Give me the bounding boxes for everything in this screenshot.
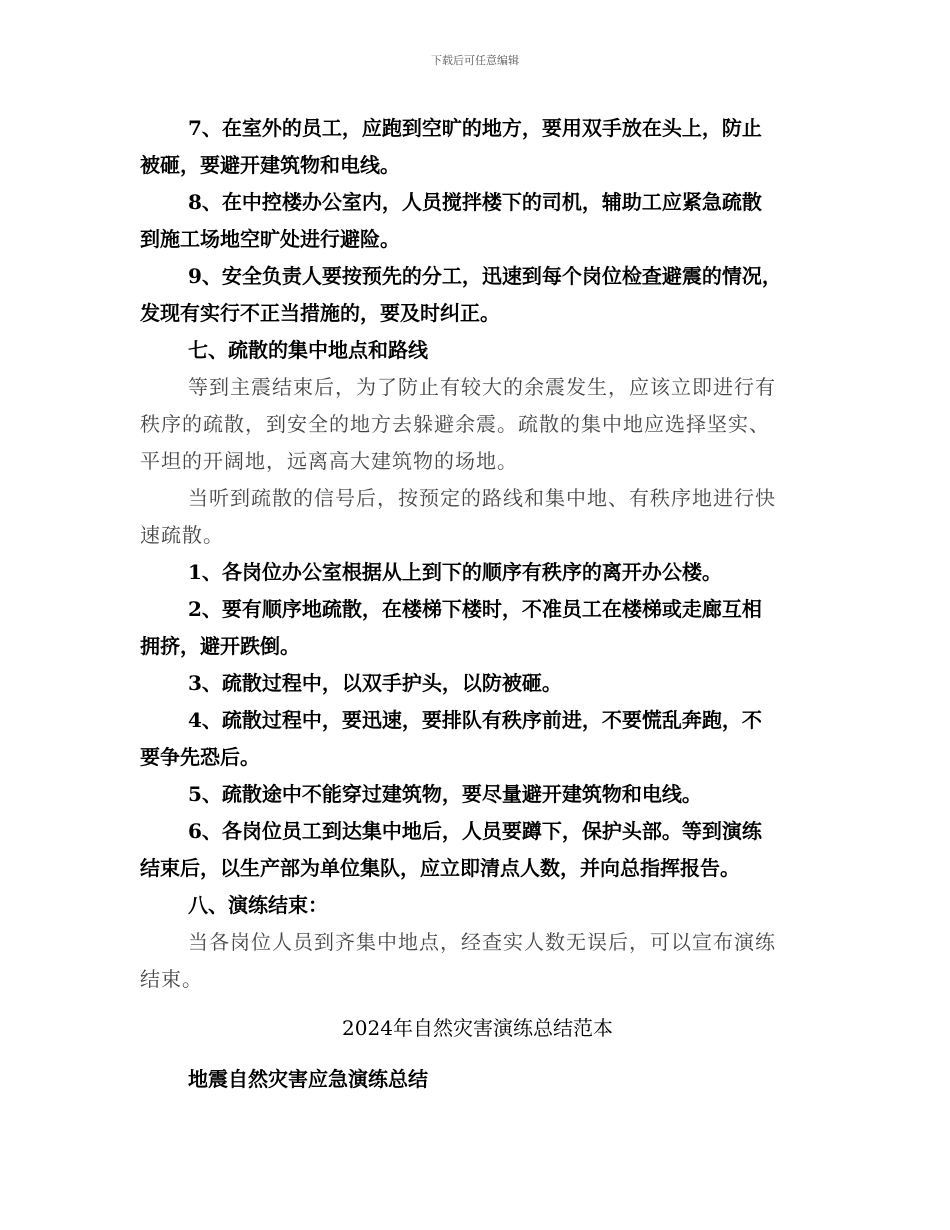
line: 要争先恐后。 [140,745,260,769]
line: 当各岗位人员到齐集中地点，经查实人数无误后，可以宣布演练 [188,930,776,954]
subtitle-text: 地震自然灾害应急演练总结 [188,1067,428,1091]
line: 9、安全负责人要按预先的分工，迅速到每个岗位检查避震的情况， [188,264,782,288]
line: 速疏散。 [140,523,224,547]
line: 秩序的疏散，到安全的地方去躲避余震。疏散的集中地应选择坚实、 [140,412,770,436]
heading-text: 七、疏散的集中地点和路线 [188,338,428,362]
line: 结束后，以生产部为单位集队，应立即清点人数，并向总指挥报告。 [140,856,740,880]
line: 被砸，要避开建筑物和电线。 [140,153,400,177]
list-item-step-4 [140,702,815,776]
line: 1、各岗位办公室根据从上到下的顺序有秩序的离开办公楼。 [188,560,722,584]
heading-text: 八、演练结束： [188,893,328,917]
line: 6、各岗位员工到达集中地后，人员要蹲下，保护头部。等到演练 [188,819,762,843]
list-item-step-1 [140,554,815,591]
list-item-9 [140,258,815,332]
line: 5、疏散途中不能穿过建筑物，要尽量避开建筑物和电线。 [188,782,702,806]
line: 等到主震结束后，为了防止有较大的余震发生，应该立即进行有 [188,375,776,399]
line: 7、在室外的员工，应跑到空旷的地方，要用双手放在头上，防止 [188,116,762,140]
list-item-step-5 [140,776,815,813]
section-heading-7 [140,332,815,369]
paragraph-intro-2 [140,480,815,554]
page-header: 下载后可任意编辑 [431,54,519,67]
line: 结束。 [140,967,203,991]
list-item-8 [140,184,815,258]
list-item-7 [140,110,815,184]
list-item-step-2 [140,591,815,665]
paragraph-intro-1 [140,369,815,480]
paragraph-ending [140,924,815,998]
line: 到施工场地空旷处进行避险。 [140,227,400,251]
document-subtitle [140,1061,815,1098]
line: 4、疏散过程中，要迅速，要排队有秩序前进，不要慌乱奔跑，不 [188,708,762,732]
line: 2、要有顺序地疏散，在楼梯下楼时，不准员工在楼梯或走廊互相 [188,597,762,621]
list-item-step-6 [140,813,815,887]
line: 3、疏散过程中，以双手护头，以防被砸。 [188,671,562,695]
line: 拥挤，避开跌倒。 [140,634,300,658]
line: 平坦的开阔地，远离高大建筑物的场地。 [140,449,518,473]
document-title: 2024年自然灾害演练总结范本 [342,1016,613,1040]
line: 发现有实行不正当措施的，要及时纠正。 [140,301,500,325]
section-heading-8 [140,887,815,924]
line: 8、在中控楼办公室内，人员搅拌楼下的司机，辅助工应紧急疏散 [188,190,762,214]
line: 当听到疏散的信号后，按预定的路线和集中地、有秩序地进行快 [188,486,776,510]
list-item-step-3 [140,665,815,702]
